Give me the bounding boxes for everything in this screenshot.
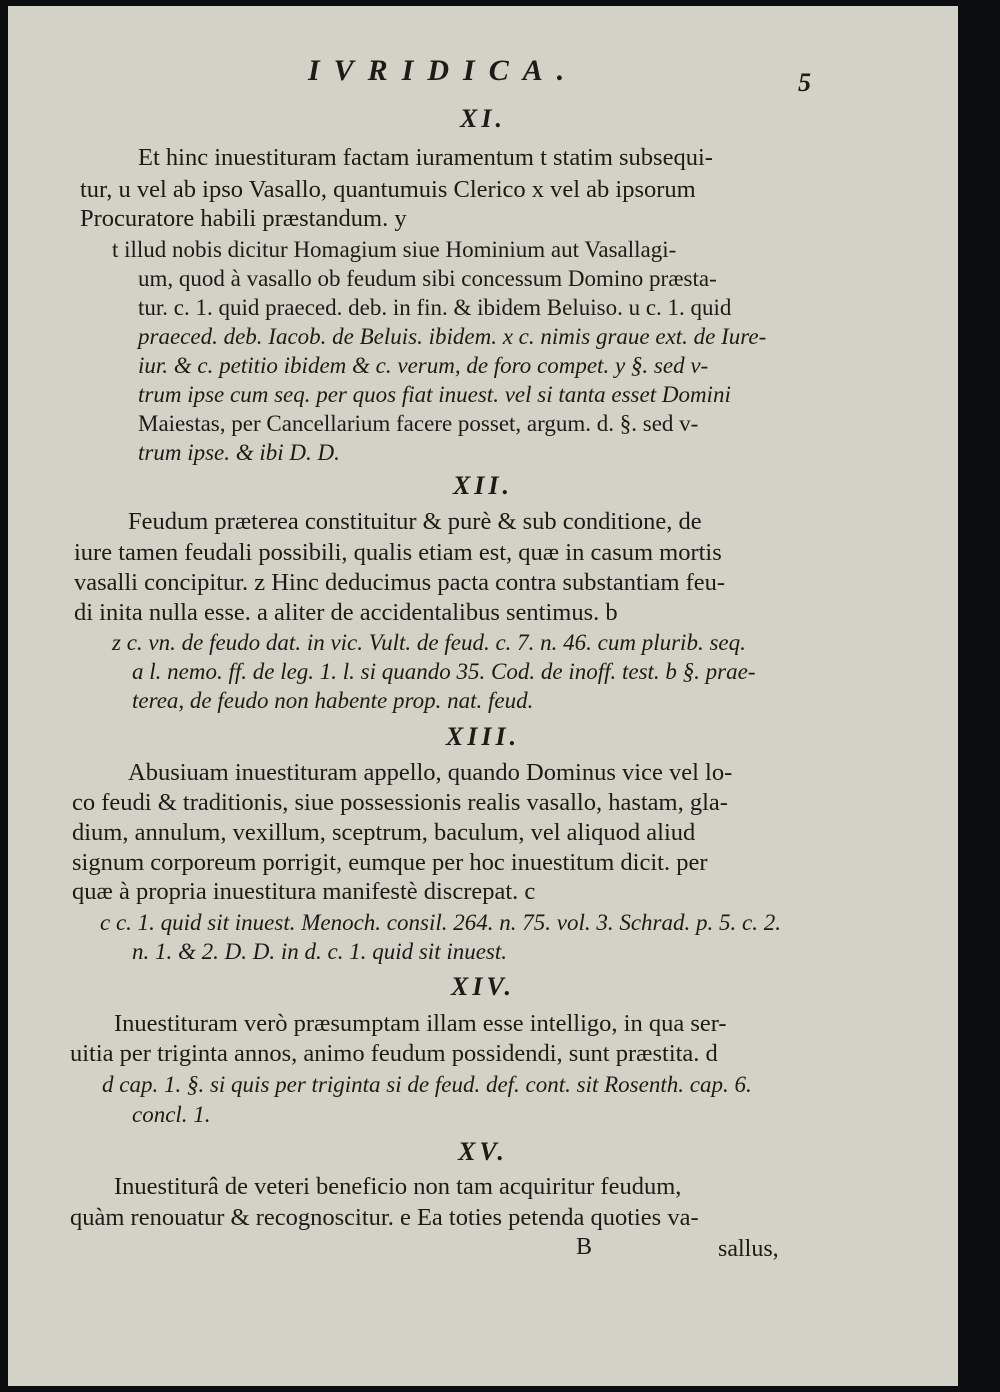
section-heading: XV. [458, 1137, 508, 1166]
text-line: quàm renouatur & recognoscitur. e Ea toties petenda quoties va- [70, 1204, 699, 1231]
footnote-line: terea, de feudo non habente prop. nat. feud. [132, 688, 534, 713]
text-line: Et hinc inuestituram factam iuramentum t statim subsequi- [138, 144, 713, 171]
text-line: Procuratore habili præstandum. y [80, 205, 407, 232]
catchword: sallus, [718, 1236, 779, 1262]
footnote-line: c c. 1. quid sit inuest. Menoch. consil. 264. n. 75. vol. 3. Schrad. p. 5. c. 2. [100, 910, 781, 935]
footnote-line: trum ipse cum seq. per quos fiat inuest. vel si tanta esset Domini [138, 382, 731, 407]
text-line: iure tamen feudali possibili, qualis etiam est, quæ in casum mortis [74, 539, 722, 566]
footnote-line: praeced. deb. Iacob. de Beluis. ibidem. x c. nimis graue ext. de Iure- [138, 324, 767, 349]
text-line: Inuestiturâ de veteri beneficio non tam acquiritur feudum, [114, 1173, 682, 1200]
running-head: IVRIDICA. [308, 54, 579, 87]
text-line: signum corporeum porrigit, eumque per hoc inuestitum dicit. per [72, 849, 708, 876]
text-line: tur, u vel ab ipso Vasallo, quantumuis Clerico x vel ab ipsorum [80, 176, 696, 203]
text-line: Inuestituram verò præsumptam illam esse intelligo, in qua ser- [114, 1010, 727, 1037]
footnote-line: concl. 1. [132, 1102, 211, 1127]
text-line: Feudum præterea constituitur & purè & sub conditione, de [128, 508, 702, 535]
text-line: quæ à propria inuestitura manifestè discrepat. c [72, 878, 536, 905]
footnote-line: iur. & c. petitio ibidem & c. verum, de foro compet. y §. sed v- [138, 353, 709, 378]
section-heading: XI. [460, 104, 506, 133]
footnote-line: um, quod à vasallo ob feudum sibi concessum Domino præsta- [138, 266, 717, 291]
footnote-line: tur. c. 1. quid praeced. deb. in fin. & ibidem Beluiso. u c. 1. quid [138, 295, 732, 320]
signature-mark: B [576, 1234, 593, 1260]
footnote-line: t illud nobis dicitur Homagium siue Hominium aut Vasallagi- [112, 237, 677, 262]
text-line: Abusiuam inuestituram appello, quando Dominus vice vel lo- [128, 759, 733, 786]
section-heading: XIII. [445, 722, 521, 751]
footnote-line: n. 1. & 2. D. D. in d. c. 1. quid sit inuest. [132, 939, 508, 964]
text-line: dium, annulum, vexillum, sceptrum, baculum, vel aliquod aliud [72, 819, 696, 846]
page-number: 5 [798, 68, 811, 97]
text-line: di inita nulla esse. a aliter de accidentalibus sentimus. b [74, 599, 618, 626]
footnote-line: z c. vn. de feudo dat. in vic. Vult. de feud. c. 7. n. 46. cum plurib. seq. [112, 630, 746, 655]
text-line: vasalli concipitur. z Hinc deducimus pacta contra substantiam feu- [74, 569, 726, 596]
text-line: co feudi & traditionis, siue possessionis realis vasallo, hastam, gla- [72, 789, 728, 816]
text-line: uitia per triginta annos, animo feudum possidendi, sunt præstita. d [70, 1040, 718, 1067]
section-heading: XII. [452, 471, 514, 500]
footnote-line: d cap. 1. §. si quis per triginta si de feud. def. cont. sit Rosenth. cap. 6. [102, 1072, 752, 1097]
section-heading: XIV. [451, 972, 515, 1001]
footnote-line: a l. nemo. ff. de leg. 1. l. si quando 35. Cod. de inoff. test. b §. prae- [132, 659, 756, 684]
footnote-line: Maiestas, per Cancellarium facere posset, argum. d. §. sed v- [138, 411, 699, 436]
footnote-line: trum ipse. & ibi D. D. [138, 440, 340, 465]
book-page [8, 6, 958, 1386]
